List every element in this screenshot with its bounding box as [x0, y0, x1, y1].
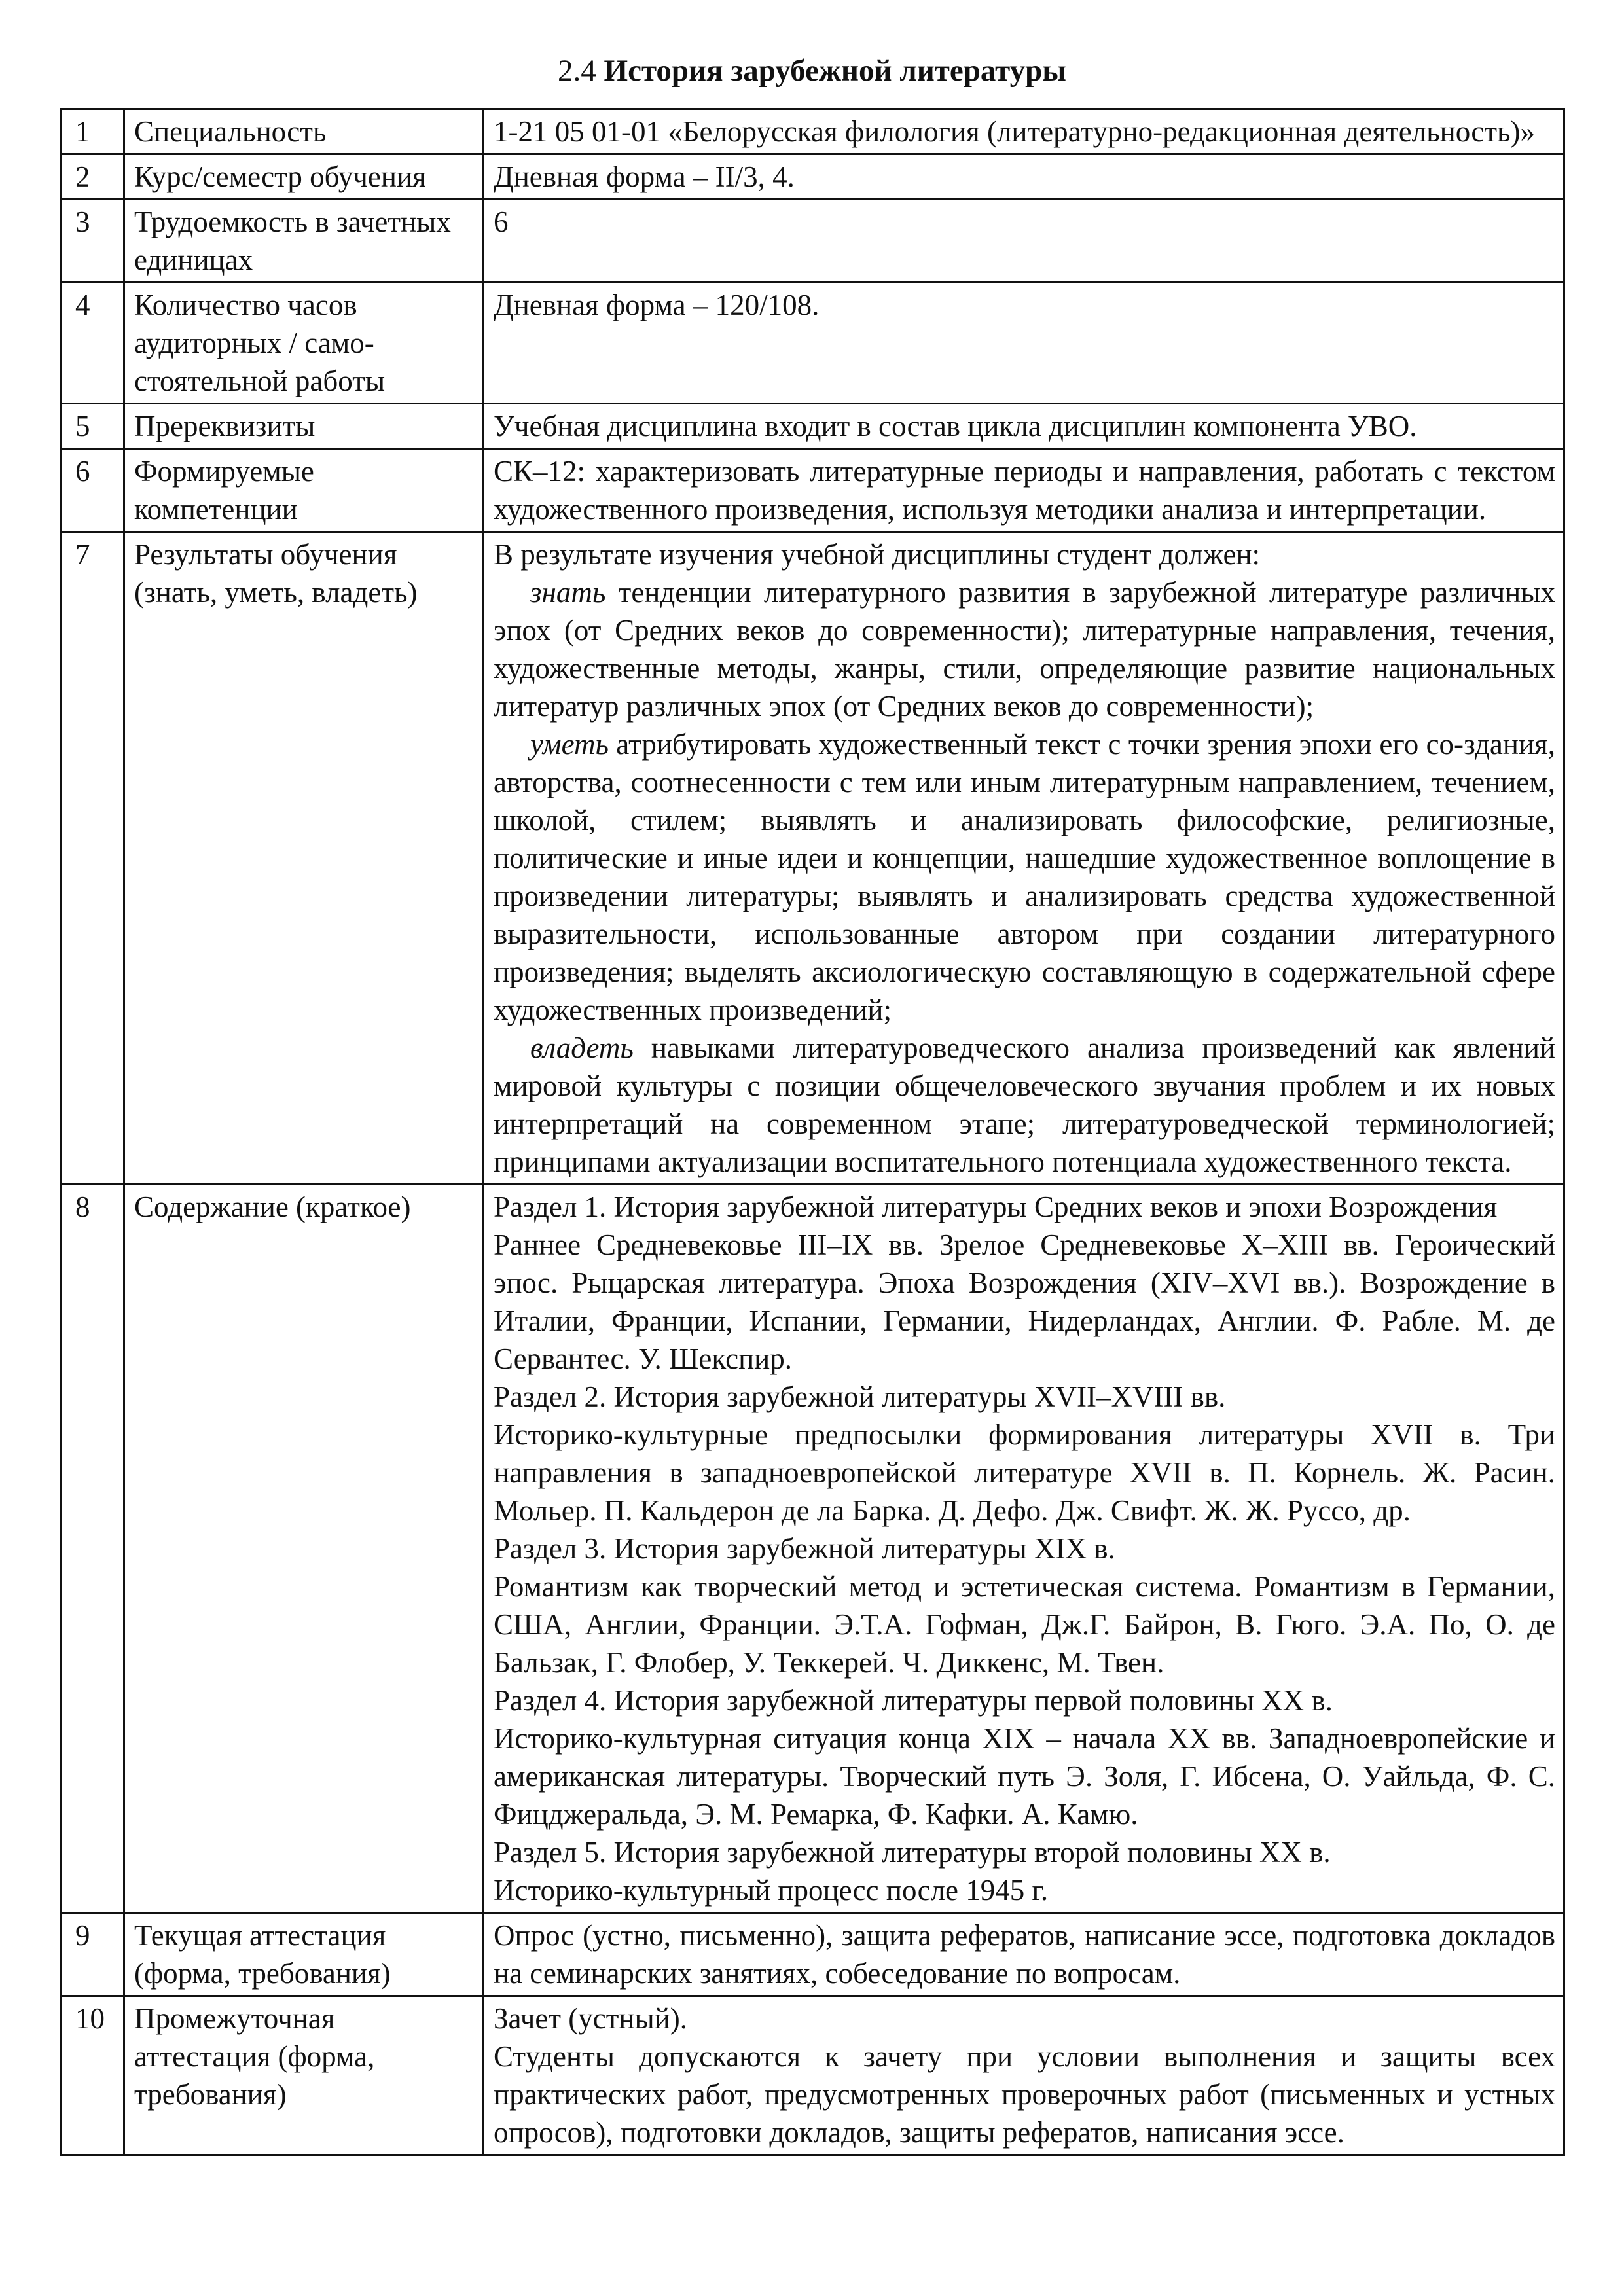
row-number: 5 — [62, 404, 124, 449]
table-row — [62, 404, 1564, 449]
content-paragraph — [494, 1378, 1555, 1416]
row-content — [484, 109, 1564, 154]
content-paragraph — [494, 535, 1555, 573]
content-paragraph — [494, 1568, 1555, 1681]
row-label: Специальность — [124, 109, 484, 154]
content-text: Дневная форма – II/3, 4. — [494, 160, 795, 193]
content-text: Раздел 4. История зарубежной литературы первой половины XX в. — [494, 1684, 1333, 1717]
row-content — [484, 532, 1564, 1185]
table-body — [62, 109, 1564, 2155]
content-paragraph — [494, 1416, 1555, 1530]
row-content — [484, 449, 1564, 532]
row-label: Курс/семестр обучения — [124, 154, 484, 200]
row-content — [484, 404, 1564, 449]
content-paragraph — [494, 1530, 1555, 1568]
content-paragraph — [494, 1871, 1555, 1909]
row-number: 8 — [62, 1185, 124, 1913]
content-text: Историко-культурный процесс после 1945 г. — [494, 1874, 1049, 1907]
content-paragraph — [494, 158, 1555, 196]
content-text: Зачет (устный). — [494, 2002, 687, 2035]
row-label: Результаты обучения (знать, уметь, владеть) — [124, 532, 484, 1185]
content-text: СК–12: характеризовать литературные периоды и направления, работать с текстом художественного произведения, используя методики анализа и интерпретации. — [494, 455, 1555, 526]
table-row — [62, 154, 1564, 200]
content-paragraph — [494, 725, 1555, 1029]
row-number: 6 — [62, 449, 124, 532]
content-text: Раздел 5. История зарубежной литературы второй половины XX в. — [494, 1836, 1331, 1869]
row-label: Пререквизиты — [124, 404, 484, 449]
content-text: тенденции литературного развития в зарубежной литературе различных эпох (от Средних веков до современности); литературные направления, течения, художественные методы, жанры, стили, определяющие развитие национальных литератур различных эпох (от Средних веков до современности); — [494, 576, 1555, 723]
content-keyword: знать — [530, 576, 606, 609]
row-label: Трудоемкость в зачетных единицах — [124, 200, 484, 283]
row-label: Количество часов аудиторных / само-стоятельной работы — [124, 283, 484, 404]
row-content — [484, 283, 1564, 404]
row-number: 7 — [62, 532, 124, 1185]
table-row — [62, 283, 1564, 404]
content-text: Романтизм как творческий метод и эстетическая система. Романтизм в Германии, США, Англии, Франции. Э.Т.А. Гофман, Дж.Г. Байрон, В. Гюго. Э.А. По, О. де Бальзак, Г. Флобер, У. Теккерей. Ч. Диккенс, М. Твен. — [494, 1570, 1555, 1679]
row-content — [484, 154, 1564, 200]
content-text: Раннее Средневековье III–IX вв. Зрелое Средневековье X–XIII вв. Героический эпос. Рыцарская литература. Эпоха Возрождения (XIV–XVI вв.). Возрождение в Италии, Франции, Испании, Германии, Нидерландах, Англии. Ф. Рабле. М. де Сервантес. У. Шекспир. — [494, 1229, 1555, 1375]
content-paragraph — [494, 1681, 1555, 1719]
content-text: Историко-культурная ситуация конца XIX – начала XX вв. Западноевропейские и американская литературы. Творческий путь Э. Золя, Г. Ибсена, О. Уайльда, Ф. С. Фицджеральда, Э. М. Ремарка, Ф. Кафки. А. Камю. — [494, 1722, 1555, 1831]
content-paragraph — [494, 1719, 1555, 1833]
content-paragraph — [494, 573, 1555, 725]
content-paragraph — [494, 1188, 1555, 1226]
row-label: Промежуточная аттестация (форма, требования) — [124, 1996, 484, 2155]
content-text: Раздел 2. История зарубежной литературы XVII–XVIII вв. — [494, 1380, 1226, 1413]
table-row — [62, 109, 1564, 154]
row-label: Формируемые компетенции — [124, 449, 484, 532]
content-text: Раздел 1. История зарубежной литературы Средних веков и эпохи Возрождения — [494, 1191, 1498, 1223]
content-paragraph — [494, 1916, 1555, 1992]
content-paragraph — [494, 2000, 1555, 2037]
content-paragraph — [494, 203, 1555, 241]
table-row — [62, 1913, 1564, 1996]
row-label: Содержание (краткое) — [124, 1185, 484, 1913]
content-text: Студенты допускаются к зачету при условии выполнения и защиты всех практических работ, предусмотренных проверочных работ (письменных и устных опросов), подготовки докладов, защиты рефератов, написания эссе. — [494, 2040, 1555, 2149]
content-text: Раздел 3. История зарубежной литературы XIX в. — [494, 1532, 1115, 1565]
row-number: 1 — [62, 109, 124, 154]
content-text: 1-21 05 01-01 «Белорусская филология (литературно-редакционная деятельность)» — [494, 115, 1535, 148]
content-text: навыками литературоведческого анализа произведений как явлений мировой культуры с позиции общечеловеческого звучания проблем и их новых интерпретаций на современном этапе; литературоведческой терминологией; принципами актуализации воспитательного потенциала художественного текста. — [494, 1031, 1555, 1178]
content-text: 6 — [494, 206, 509, 238]
table-row — [62, 1185, 1564, 1913]
content-text: Историко-культурные предпосылки формирования литературы XVII в. Три направления в западноевропейской литературе XVII в. П. Корнель. Ж. Расин. Мольер. П. Кальдерон де ла Барка. Д. Дефо. Дж. Свифт. Ж. Ж. Руссо, др. — [494, 1418, 1555, 1527]
table-row — [62, 200, 1564, 283]
title-number: 2.4 — [558, 54, 596, 88]
content-paragraph — [494, 2037, 1555, 2151]
content-text: Учебная дисциплина входит в состав цикла дисциплин компонента УВО. — [494, 410, 1417, 442]
row-content — [484, 1185, 1564, 1913]
table-row — [62, 1996, 1564, 2155]
content-paragraph — [494, 1029, 1555, 1181]
row-label: Текущая аттестация (форма, требования) — [124, 1913, 484, 1996]
content-paragraph — [494, 1833, 1555, 1871]
content-paragraph — [494, 452, 1555, 528]
row-content — [484, 1996, 1564, 2155]
content-text: Опрос (устно, письменно), защита рефератов, написание эссе, подготовка докладов на семинарских занятиях, собеседование по вопросам. — [494, 1919, 1555, 1990]
row-number: 3 — [62, 200, 124, 283]
title-text: История зарубежной литературы — [604, 54, 1066, 88]
row-content — [484, 200, 1564, 283]
content-keyword: владеть — [530, 1031, 634, 1064]
row-number: 10 — [62, 1996, 124, 2155]
content-text: Дневная форма – 120/108. — [494, 289, 820, 321]
content-text: атрибутировать художественный текст с точки зрения эпохи его со-здания, авторства, соотнесенности с тем или иным литературным направлением, течением, школой, стилем; выявлять и анализировать философские, религиозные, политические и иные идеи и концепции, нашедшие художественное воплощение в произведении литературы; выявлять и анализировать средства художественной выразительности, использованные автором при создании литературного произведения; выделять аксиологическую составляющую в содержательной сфере художественных произведений; — [494, 728, 1555, 1026]
content-text: В результате изучения учебной дисциплины студент должен: — [494, 538, 1261, 571]
discipline-table — [60, 108, 1565, 2156]
row-content — [484, 1913, 1564, 1996]
content-paragraph — [494, 286, 1555, 324]
content-paragraph — [494, 113, 1555, 151]
content-paragraph — [494, 1226, 1555, 1378]
content-keyword: уметь — [530, 728, 609, 761]
row-number: 2 — [62, 154, 124, 200]
row-number: 9 — [62, 1913, 124, 1996]
content-paragraph — [494, 407, 1555, 445]
table-row — [62, 532, 1564, 1185]
page-title — [0, 51, 1624, 90]
row-number: 4 — [62, 283, 124, 404]
table-row — [62, 449, 1564, 532]
